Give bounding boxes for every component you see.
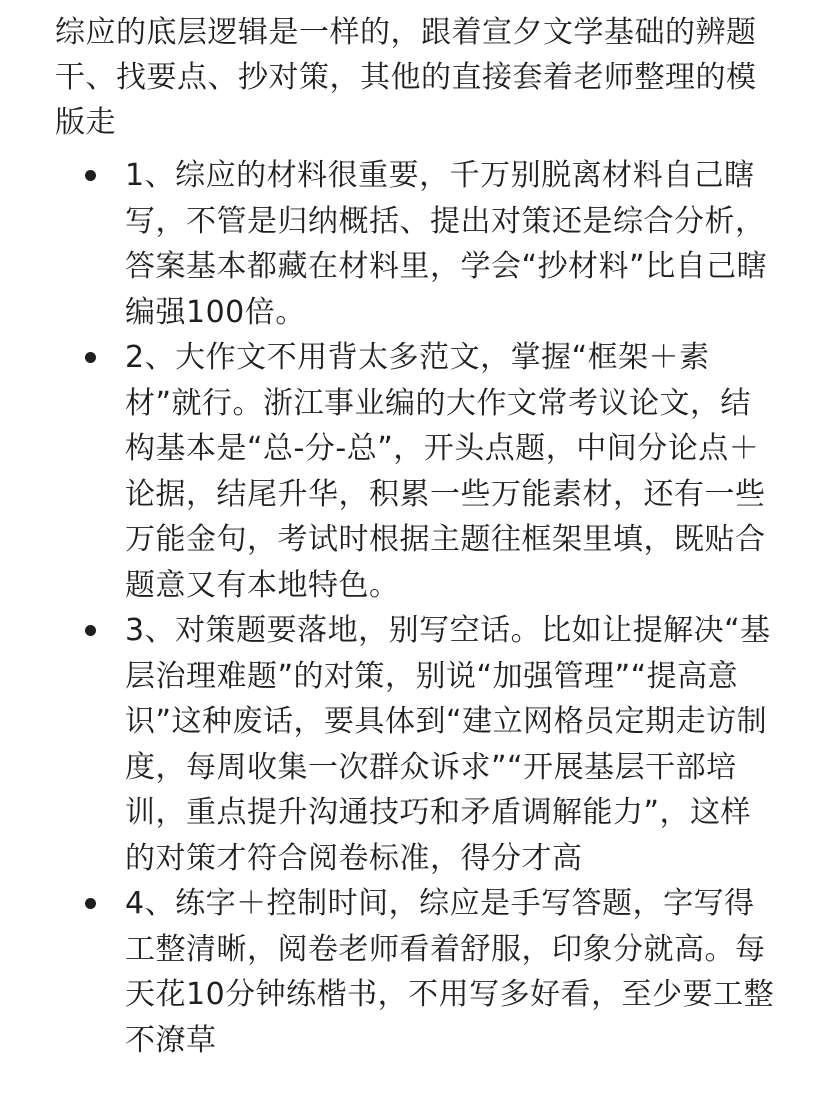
list-item-text: 4、练字＋控制时间，综应是手写答题，字写得工整清晰，阅卷老师看着舒服，印象分就高。每天花10分钟练楷书，不用写多好看，至少要工整不潦草 xyxy=(125,886,775,1058)
list-item-text: 1、综应的材料很重要，千万别脱离材料自己瞎写，不管是归纳概括、提出对策还是综合分析，答案基本都藏在材料里，学会“抄材料”比自己瞎编强100倍。 xyxy=(125,158,768,330)
intro-paragraph: 综应的底层逻辑是一样的，跟着宣夕文学基础的辨题干、找要点、抄对策，其他的直接套着老师整理的模版走 xyxy=(55,15,757,140)
list-item-text: 3、对策题要落地，别写空话。比如让提解决“基层治理难题”的对策，别说“加强管理”“提高意识”这种废话，要具体到“建立网格员定期走访制度，每周收集一次群众诉求”“开展基层干部培训，重点提升沟通技巧和矛盾调解能力”，这样的对策才符合阅卷标准，得分才高 xyxy=(125,613,771,876)
list-item xyxy=(55,608,775,881)
bullet-icon xyxy=(85,898,96,909)
list-item xyxy=(55,335,775,608)
list-item xyxy=(55,881,775,1063)
bullet-icon xyxy=(85,625,96,636)
bullet-icon xyxy=(85,352,96,363)
list-item xyxy=(55,153,775,335)
list-item-text: 2、大作文不用背太多范文，掌握“框架＋素材”就行。浙江事业编的大作文常考议论文，结构基本是“总-分-总”，开头点题，中间分论点＋论据，结尾升华，积累一些万能素材，还有一些万能金句，考试时根据主题往框架里填，既贴合题意又有本地特色。 xyxy=(125,340,766,603)
bullet-icon xyxy=(85,170,96,181)
tips-list xyxy=(55,153,788,1063)
